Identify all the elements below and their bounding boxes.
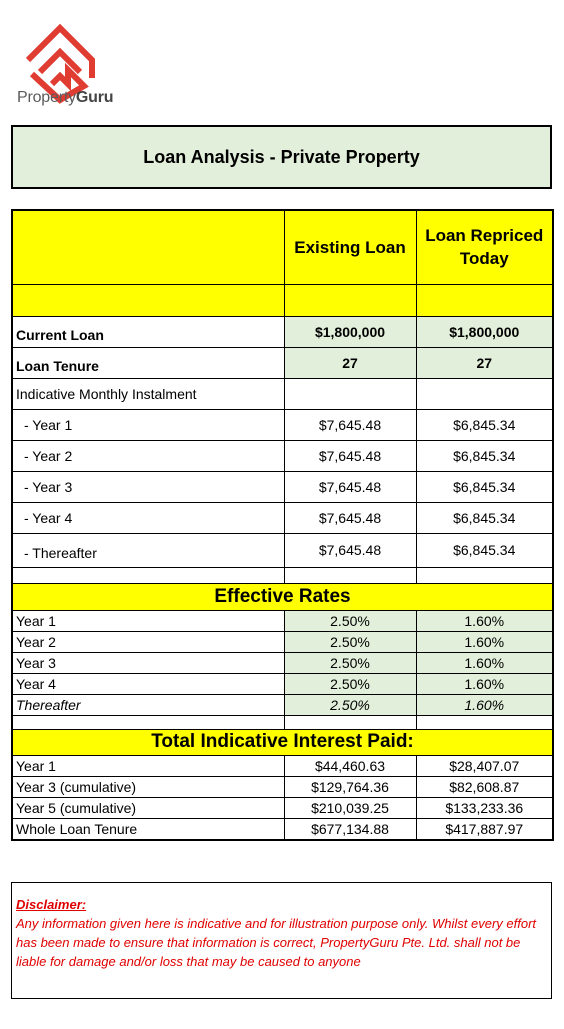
spacer-cell	[12, 284, 284, 316]
rate-row	[12, 652, 553, 673]
instalment-label-row	[12, 378, 553, 409]
current-loan-label: Current Loan	[12, 316, 284, 347]
header-row	[12, 210, 553, 284]
interest-row	[12, 755, 553, 776]
instalment-repriced: $6,845.34	[416, 471, 553, 502]
interest-repriced: $417,887.97	[416, 818, 553, 840]
spacer-cell	[12, 567, 284, 583]
rate-row-label: Year 1	[12, 610, 284, 631]
header-blank-cell	[12, 210, 284, 284]
spacer-cell	[416, 567, 553, 583]
loan-tenure-label: Loan Tenure	[12, 347, 284, 378]
disclaimer-title: Disclaimer:	[16, 897, 87, 912]
empty-cell	[284, 378, 416, 409]
rate-row	[12, 673, 553, 694]
interest-row-label: Whole Loan Tenure	[12, 818, 284, 840]
page-title-text: Loan Analysis - Private Property	[143, 146, 420, 167]
instalment-row-label: - Year 4	[12, 502, 284, 533]
spacer-row	[12, 715, 553, 729]
interest-repriced: $28,407.07	[416, 755, 553, 776]
interest-existing: $129,764.36	[284, 776, 416, 797]
instalment-existing: $7,645.48	[284, 409, 416, 440]
instalment-row-label: - Thereafter	[12, 533, 284, 567]
rate-repriced: 1.60%	[416, 694, 553, 715]
interest-row	[12, 776, 553, 797]
rate-row-label: Thereafter	[12, 694, 284, 715]
interest-row	[12, 818, 553, 840]
interest-row-label: Year 1	[12, 755, 284, 776]
instalment-existing: $7,645.48	[284, 502, 416, 533]
loan-analysis-table	[11, 209, 554, 841]
interest-paid-title: Total Indicative Interest Paid:	[12, 729, 553, 755]
instalment-repriced: $6,845.34	[416, 502, 553, 533]
rate-row-label: Year 2	[12, 631, 284, 652]
spacer-cell	[284, 567, 416, 583]
instalment-row-label: - Year 2	[12, 440, 284, 471]
rate-row	[12, 610, 553, 631]
instalment-row	[12, 409, 553, 440]
interest-existing: $210,039.25	[284, 797, 416, 818]
rate-repriced: 1.60%	[416, 673, 553, 694]
brand-name	[17, 89, 113, 107]
instalment-repriced: $6,845.34	[416, 533, 553, 567]
effective-rates-title: Effective Rates	[12, 583, 553, 610]
rate-row	[12, 631, 553, 652]
spacer-row-yellow	[12, 284, 553, 316]
instalment-repriced: $6,845.34	[416, 440, 553, 471]
rate-existing: 2.50%	[284, 631, 416, 652]
spacer-row	[12, 567, 553, 583]
rate-row-label: Year 3	[12, 652, 284, 673]
rate-repriced: 1.60%	[416, 610, 553, 631]
interest-row-label: Year 5 (cumulative)	[12, 797, 284, 818]
spacer-cell	[416, 715, 553, 729]
instalment-row	[12, 533, 553, 567]
loan-tenure-row	[12, 347, 553, 378]
rate-repriced: 1.60%	[416, 652, 553, 673]
empty-cell	[416, 378, 553, 409]
interest-existing: $44,460.63	[284, 755, 416, 776]
rate-existing: 2.50%	[284, 610, 416, 631]
instalment-label: Indicative Monthly Instalment	[12, 378, 284, 409]
brand-name-bold: Guru	[75, 89, 114, 106]
interest-row-label: Year 3 (cumulative)	[12, 776, 284, 797]
instalment-row-label: - Year 3	[12, 471, 284, 502]
instalment-row-label: - Year 1	[12, 409, 284, 440]
spacer-cell	[284, 284, 416, 316]
effective-rates-header-row	[12, 583, 553, 610]
current-loan-repriced: $1,800,000	[416, 316, 553, 347]
interest-repriced: $133,233.36	[416, 797, 553, 818]
current-loan-row	[12, 316, 553, 347]
disclaimer-box	[11, 882, 552, 999]
interest-row	[12, 797, 553, 818]
instalment-repriced: $6,845.34	[416, 409, 553, 440]
loan-tenure-repriced: 27	[416, 347, 553, 378]
rate-row	[12, 694, 553, 715]
loan-tenure-existing: 27	[284, 347, 416, 378]
interest-paid-header-row	[12, 729, 553, 755]
rate-existing: 2.50%	[284, 652, 416, 673]
rate-repriced: 1.60%	[416, 631, 553, 652]
instalment-existing: $7,645.48	[284, 440, 416, 471]
instalment-row	[12, 502, 553, 533]
disclaimer-text: Any information given here is indicative and for illustration purpose only. Whilst every effort has been made to ensure that information is correct, PropertyGuru Pte. Ltd. shall not be liable for damage and/or loss that may be caused to anyone	[16, 916, 537, 969]
header-loan-repriced: Loan Repriced Today	[416, 210, 553, 284]
instalment-row	[12, 471, 553, 502]
instalment-row	[12, 440, 553, 471]
spacer-cell	[416, 284, 553, 316]
page-title	[11, 125, 552, 189]
brand-name-light: Property	[17, 89, 76, 106]
rate-existing: 2.50%	[284, 673, 416, 694]
instalment-existing: $7,645.48	[284, 533, 416, 567]
instalment-existing: $7,645.48	[284, 471, 416, 502]
rate-existing: 2.50%	[284, 694, 416, 715]
spacer-cell	[12, 715, 284, 729]
spacer-cell	[284, 715, 416, 729]
current-loan-existing: $1,800,000	[284, 316, 416, 347]
interest-existing: $677,134.88	[284, 818, 416, 840]
header-existing-loan: Existing Loan	[284, 210, 416, 284]
rate-row-label: Year 4	[12, 673, 284, 694]
interest-repriced: $82,608.87	[416, 776, 553, 797]
